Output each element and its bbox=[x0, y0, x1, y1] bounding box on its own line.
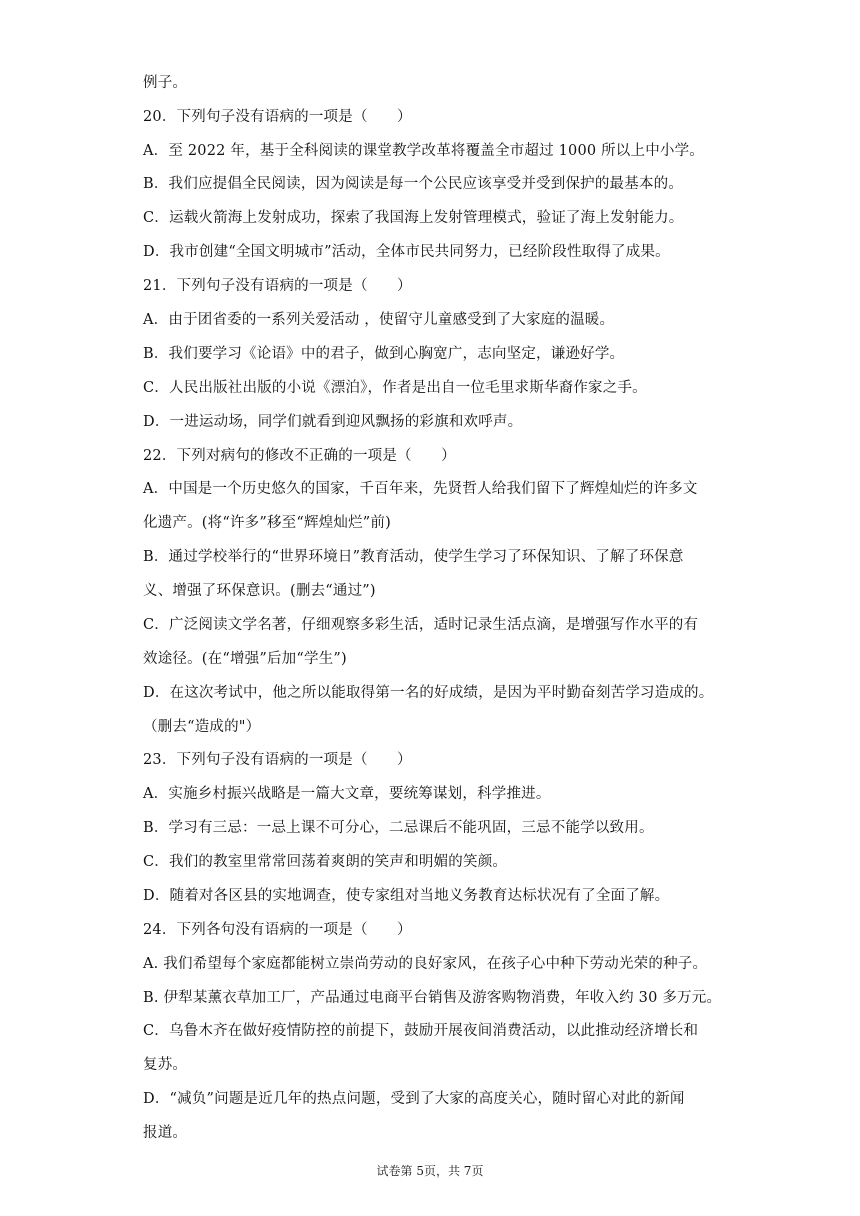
question-20-option-b: B．我们应提倡全民阅读，因为阅读是每一个公民应该享受并受到保护的最基本的。 bbox=[143, 176, 684, 192]
question-24-stem: 24．下列各句没有语病的一项是（ ） bbox=[143, 922, 412, 938]
question-21-stem: 21．下列句子没有语病的一项是（ ） bbox=[143, 278, 412, 294]
question-21-option-a: A．由于团省委的一系列关爱活动 ，使留守儿童感受到了大家庭的温暖。 bbox=[143, 312, 615, 328]
question-20-option-d: D．我市创建“全国文明城市”活动，全体市民共同努力，已经阶段性取得了成果。 bbox=[143, 244, 670, 260]
text-line: 例子。 bbox=[143, 75, 188, 91]
question-24-option-a: A. 我们希望每个家庭都能树立崇尚劳动的良好家风，在孩子心中种下劳动光荣的种子。 bbox=[143, 956, 708, 972]
question-22-option-d-cont: （删去“造成的"） bbox=[143, 719, 261, 735]
page-footer: 试卷第 5页，共 7页 bbox=[376, 1164, 484, 1178]
question-23-option-b: B．学习有三忌：一忌上课不可分心，二忌课后不能巩固，三忌不能学以致用。 bbox=[143, 820, 654, 836]
question-23-option-a: A．实施乡村振兴战略是一篇大文章，要统筹谋划，科学推进。 bbox=[143, 786, 551, 802]
question-20-option-a: A．至 2022 年，基于全科阅读的课堂教学改革将覆盖全市超过 1000 所以上中小学。 bbox=[143, 143, 705, 159]
question-23-stem: 23．下列句子没有语病的一项是（ ） bbox=[143, 752, 412, 768]
question-22-option-c-cont: 效途径。(在“增强”后加“学生”) bbox=[143, 651, 347, 667]
question-24-option-d: D．“减负”问题是近几年的热点问题，受到了大家的高度关心，随时留心对此的新闻 bbox=[143, 1091, 685, 1107]
question-22-option-d: D．在这次考试中，他之所以能取得第一名的好成绩，是因为平时勤奋刻苦学习造成的。 bbox=[143, 685, 714, 701]
question-21-option-c: C．人民出版社出版的小说《漂泊》，作者是出自一位毛里求斯华裔作家之手。 bbox=[143, 380, 647, 396]
question-20-stem: 20．下列句子没有语病的一项是（ ） bbox=[143, 109, 412, 125]
question-24-option-c: C．乌鲁木齐在做好疫情防控的前提下，鼓励开展夜间消费活动，以此推动经济增长和 bbox=[143, 1023, 699, 1039]
question-20-option-c: C．运载火箭海上发射成功，探索了我国海上发射管理模式，验证了海上发射能力。 bbox=[143, 210, 684, 226]
question-24-option-d-cont: 报道。 bbox=[143, 1125, 188, 1141]
question-21-option-d: D．一进运动场，同学们就看到迎风飘扬的彩旗和欢呼声。 bbox=[143, 414, 523, 430]
question-22-option-c: C．广泛阅读文学名著，仔细观察多彩生活，适时记录生活点滴，是增强写作水平的有 bbox=[143, 617, 699, 633]
question-22-stem: 22．下列对病句的修改不正确的一项是（ ） bbox=[143, 448, 456, 464]
question-22-option-b-cont: 义、增强了环保意识。(删去“通过”) bbox=[143, 583, 376, 599]
question-22-option-a-cont: 化遗产。(将“许多”移至“辉煌灿烂”前) bbox=[143, 515, 391, 531]
question-22-option-b: B．通过学校举行的“世界环境日”教育活动，使学生学习了环保知识、了解了环保意 bbox=[143, 549, 684, 565]
question-24-option-c-cont: 复苏。 bbox=[143, 1057, 188, 1073]
question-22-option-a: A．中国是一个历史悠久的国家，千百年来，先贤哲人给我们留下了辉煌灿烂的许多文 bbox=[143, 481, 698, 497]
question-23-option-d: D．随着对各区县的实地调查，使专家组对当地义务教育达标状况有了全面了解。 bbox=[143, 888, 670, 904]
question-21-option-b: B．我们要学习《论语》中的君子，做到心胸宽广，志向坚定，谦逊好学。 bbox=[143, 346, 625, 362]
question-23-option-c: C．我们的教室里常常回荡着爽朗的笑声和明媚的笑颜。 bbox=[143, 854, 508, 870]
question-24-option-b: B. 伊犁某薰衣草加工厂，产品通过电商平台销售及游客购物消费，年收入约 30 多万元。 bbox=[143, 990, 722, 1006]
